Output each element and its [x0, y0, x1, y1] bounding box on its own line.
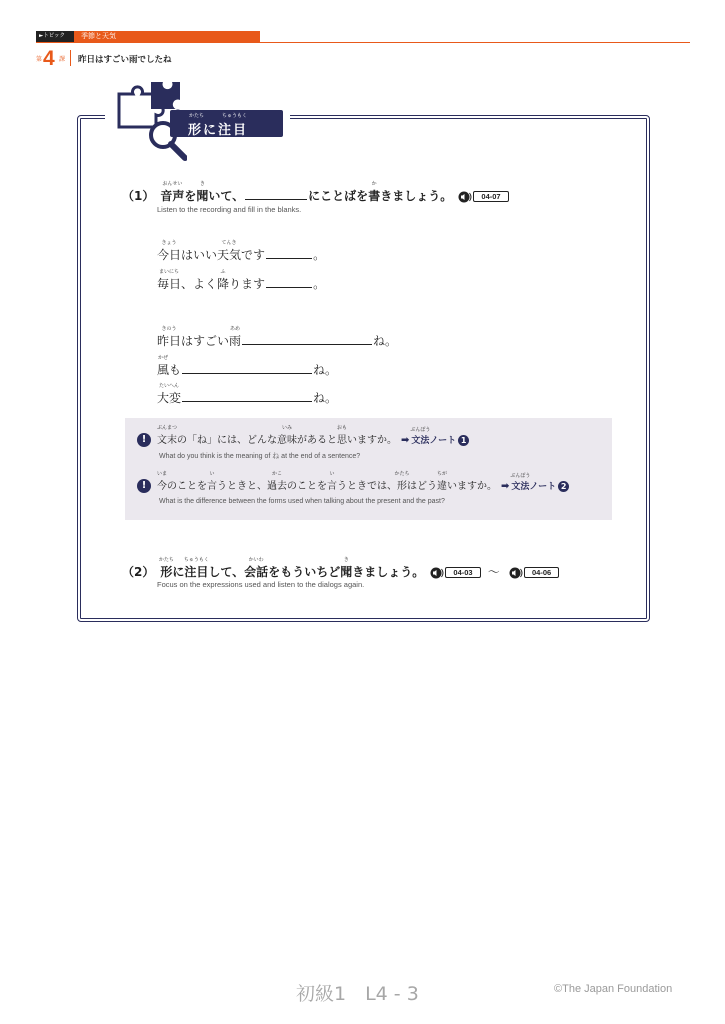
word: 雨 — [229, 334, 242, 348]
word: 大変 — [157, 391, 182, 405]
text: はどう — [407, 481, 437, 492]
grammar-note-link-2[interactable] — [510, 473, 569, 492]
ruby-word — [160, 181, 185, 204]
lesson-title: 昨日はすごい雨でしたね — [78, 55, 172, 65]
ruby-word — [158, 557, 174, 580]
text: ね。 — [313, 391, 338, 405]
ruby: ちが — [436, 471, 448, 477]
note-number: 1 — [458, 435, 469, 446]
discussion-question-2 — [137, 471, 569, 493]
word: 過去 — [267, 481, 287, 492]
ruby-word — [207, 471, 217, 492]
text: のことを — [167, 481, 207, 492]
ruby: かこ — [271, 471, 283, 477]
ruby: かたち — [394, 471, 410, 477]
word: 文法 — [511, 482, 530, 492]
section-badge — [105, 80, 290, 162]
ruby-word — [267, 471, 287, 492]
ruby: おも — [336, 425, 348, 431]
text: はいい — [181, 248, 218, 262]
ruby: かぜ — [157, 355, 169, 361]
audio-track-end[interactable] — [509, 567, 559, 579]
text: ノート — [429, 436, 457, 446]
ruby: か — [371, 181, 377, 187]
word: 形 — [160, 565, 173, 579]
ruby-word — [156, 471, 168, 492]
badge-ruby-chuumoku: ちゅうもく — [222, 113, 248, 119]
lesson-dai: 第 — [36, 56, 43, 63]
question-2-english: Focus on the expressions used and listen to the dialogs again. — [157, 580, 365, 589]
text: です — [241, 248, 266, 262]
text: をもういちど — [268, 565, 341, 579]
question-number: （1） — [122, 189, 155, 203]
ruby: ぶんまつ — [156, 425, 178, 431]
ruby-word — [157, 326, 182, 349]
topic-name: 季節と天気 — [74, 31, 260, 42]
text: に — [172, 565, 185, 579]
arrow-right-icon: ➡ — [401, 435, 410, 446]
speaker-icon — [509, 567, 523, 579]
question-number: （2） — [122, 565, 155, 579]
discussion-question-2-english: What is the difference between the forms used when talking about the present and the past? — [159, 498, 445, 505]
word: 毎日 — [157, 277, 182, 291]
text: いますか。 — [447, 481, 497, 492]
question-1 — [122, 181, 509, 204]
discussion-box — [125, 418, 612, 520]
word: 文法 — [411, 436, 430, 446]
word: 今日 — [157, 248, 182, 262]
ruby: ふ — [220, 269, 226, 275]
text: きましょう。 — [380, 189, 453, 203]
text: うときでは、 — [337, 481, 397, 492]
sentence-3 — [157, 326, 398, 349]
ruby-word — [157, 269, 182, 292]
ruby: い — [209, 471, 215, 477]
grammar-note-link-1[interactable] — [410, 427, 469, 446]
ruby-word — [394, 471, 410, 492]
ruby-word — [183, 557, 209, 580]
question-1-english: Listen to the recording and fill in the blanks. — [157, 205, 302, 214]
ruby: ぶんぽう — [510, 473, 531, 479]
audio-code: 04-03 — [445, 567, 480, 578]
word: 注目 — [184, 565, 209, 579]
word: 形 — [397, 481, 407, 492]
text: はすごい — [181, 334, 230, 348]
ruby: き — [343, 557, 349, 563]
discussion-question-1 — [137, 425, 469, 447]
ruby: きょう — [161, 240, 177, 246]
badge-ruby-katachi: かたち — [189, 113, 205, 119]
ruby: あめ — [230, 326, 241, 332]
range-tilde: 〜 — [487, 565, 500, 579]
word: 会話 — [244, 565, 269, 579]
ruby: おんせい — [162, 181, 183, 187]
ruby: い — [329, 471, 335, 477]
word: 天気 — [217, 248, 242, 262]
word: 意味 — [277, 435, 297, 446]
page-number: 初級1 L4 - 3 — [296, 983, 419, 1005]
ruby-word — [327, 471, 337, 492]
text: きましょう。 — [352, 565, 425, 579]
sentence-2 — [157, 269, 326, 292]
ruby-word — [157, 355, 170, 378]
lesson-divider — [70, 50, 71, 66]
lesson-number: 4 — [43, 47, 55, 70]
badge-title: 形に注目 — [188, 123, 249, 138]
text: うときと、 — [217, 481, 267, 492]
word: 聞 — [340, 565, 353, 579]
text: があると — [297, 435, 337, 446]
text: も — [169, 363, 182, 377]
word: 今 — [157, 481, 167, 492]
exclamation-icon: ! — [137, 479, 151, 493]
ruby: まいにち — [158, 269, 180, 275]
ruby: ちゅうもく — [183, 557, 209, 563]
text: ね。 — [313, 363, 338, 377]
ruby-word — [196, 181, 209, 204]
ruby: たいへん — [158, 383, 180, 389]
ruby: てんき — [221, 240, 237, 246]
text: いて、 — [208, 189, 245, 203]
ruby: きのう — [161, 326, 177, 332]
sentence-4 — [157, 355, 338, 378]
ruby: いま — [156, 471, 168, 477]
note-number: 2 — [558, 481, 569, 492]
word: 文末 — [157, 435, 177, 446]
word: 思 — [337, 435, 347, 446]
text: ね。 — [373, 334, 398, 348]
header-rule — [36, 42, 690, 43]
text: のことを — [287, 481, 327, 492]
text: 、よく — [181, 277, 218, 291]
ruby: かたち — [158, 557, 174, 563]
ruby-word — [156, 425, 178, 446]
audio-code: 04-07 — [473, 191, 508, 202]
ruby-word — [229, 326, 242, 349]
badge-label — [170, 110, 283, 137]
word: 昨日 — [157, 334, 182, 348]
ruby-word — [410, 427, 431, 446]
ruby: かいわ — [248, 557, 264, 563]
ruby-word — [336, 425, 348, 446]
ruby: ぶんぽう — [410, 427, 431, 433]
audio-track[interactable] — [458, 191, 508, 203]
lesson-ka: 課 — [59, 56, 66, 63]
copyright: ©The Japan Foundation — [554, 983, 673, 995]
answer-blank[interactable] — [245, 189, 307, 200]
ruby-word — [368, 181, 381, 204]
ruby-word — [217, 269, 230, 292]
text: して、 — [208, 565, 245, 579]
text: を — [184, 189, 197, 203]
ruby-word — [244, 557, 269, 580]
word: 書 — [368, 189, 381, 203]
ruby-word — [157, 240, 182, 263]
text: ノート — [529, 482, 557, 492]
speaker-icon — [458, 191, 472, 203]
arrow-right-icon: ➡ — [501, 481, 510, 492]
ruby-word — [510, 473, 531, 492]
ruby-word — [436, 471, 448, 492]
exclamation-icon: ! — [137, 433, 151, 447]
word: 言 — [207, 481, 217, 492]
answer-blank[interactable] — [182, 363, 312, 374]
text: にことばを — [308, 189, 369, 203]
word: 風 — [157, 363, 170, 377]
text: 。 — [313, 248, 326, 262]
ruby-word — [340, 557, 353, 580]
text: いますか。 — [347, 435, 397, 446]
audio-track-start[interactable] — [430, 567, 480, 579]
text: の「ね」には、どんな — [177, 435, 277, 446]
answer-blank[interactable] — [242, 334, 372, 345]
ruby: いみ — [281, 425, 293, 431]
ruby: き — [199, 181, 205, 187]
text: ります — [229, 277, 266, 291]
word: 聞 — [196, 189, 209, 203]
answer-blank[interactable] — [182, 391, 312, 402]
speaker-icon — [430, 567, 444, 579]
word: 言 — [327, 481, 337, 492]
audio-code: 04-06 — [524, 567, 559, 578]
topic-tag: ►トピック — [36, 31, 74, 42]
word: 音声 — [160, 189, 185, 203]
sentence-1 — [157, 240, 326, 263]
word: 降 — [217, 277, 230, 291]
answer-blank[interactable] — [266, 277, 312, 288]
word: 違 — [437, 481, 447, 492]
answer-blank[interactable] — [266, 248, 312, 259]
question-2 — [122, 557, 559, 580]
ruby-word — [277, 425, 297, 446]
sentence-5 — [157, 383, 338, 406]
discussion-question-1-english: What do you think is the meaning of ね at the end of a sentence? — [159, 453, 361, 460]
ruby-word — [217, 240, 242, 263]
ruby-word — [157, 383, 182, 406]
text: 。 — [313, 277, 326, 291]
